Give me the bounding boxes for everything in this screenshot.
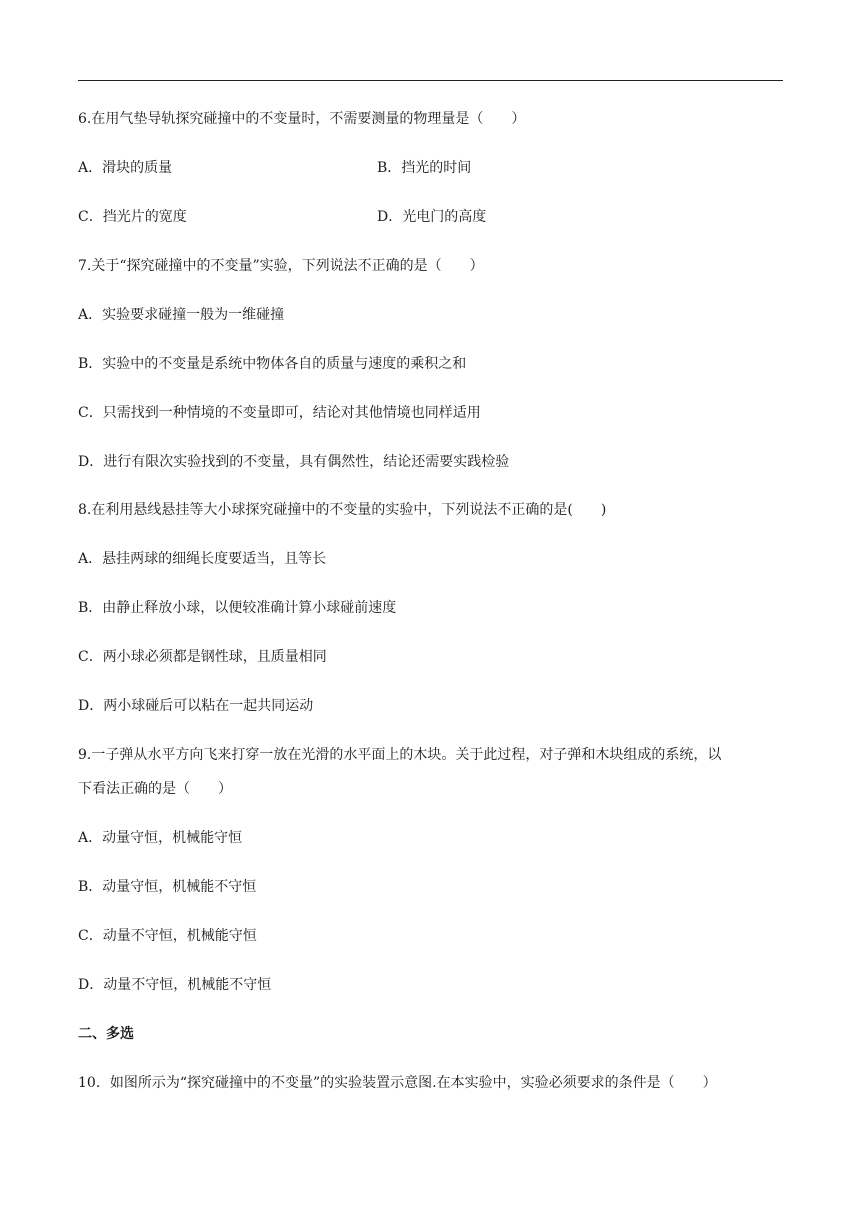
question-9-option-b: B．动量守恒，机械能不守恒 — [78, 879, 257, 895]
question-9-stem-line-2: 下看法正确的是（ ） — [78, 781, 232, 797]
question-7-option-a: A．实验要求碰撞一般为一维碰撞 — [78, 307, 285, 323]
question-9-option-c: C．动量不守恒，机械能守恒 — [78, 928, 257, 944]
question-7-stem: 7.关于“探究碰撞中的不变量”实验，下列说法不正确的是（ ） — [78, 258, 484, 274]
question-8-stem: 8.在利用悬线悬挂等大小球探究碰撞中的不变量的实验中，下列说法不正确的是( ) — [78, 502, 607, 518]
question-6-option-a: A．滑块的质量 — [78, 160, 173, 176]
question-7-option-b: B．实验中的不变量是系统中物体各自的质量与速度的乘积之和 — [78, 356, 467, 372]
question-9-option-a: A．动量守恒，机械能守恒 — [78, 830, 243, 846]
question-8-option-d: D．两小球碰后可以粘在一起共同运动 — [78, 698, 314, 714]
question-9-stem-line-1: 9.一子弹从水平方向飞来打穿一放在光滑的水平面上的木块。关于此过程，对子弹和木块组成的系统，以 — [78, 747, 722, 763]
header-rule — [78, 80, 783, 81]
question-6-option-b: B．挡光的时间 — [377, 160, 472, 176]
question-10-stem: 10．如图所示为“探究碰撞中的不变量”的实验装置示意图.在本实验中，实验必须要求的条件是（ ） — [78, 1075, 717, 1091]
question-6-option-c: C．挡光片的宽度 — [78, 209, 187, 225]
question-6-option-d: D．光电门的高度 — [377, 209, 487, 225]
question-8-option-a: A．悬挂两球的细绳长度要适当，且等长 — [78, 551, 327, 567]
question-7-option-d: D．进行有限次实验找到的不变量，具有偶然性，结论还需要实践检验 — [78, 454, 510, 470]
question-7-option-c: C．只需找到一种情境的不变量即可，结论对其他情境也同样适用 — [78, 405, 481, 421]
question-8-option-b: B．由静止释放小球，以便较准确计算小球碰前速度 — [78, 600, 397, 616]
section-title-multiple-choice: 二、多选 — [78, 1026, 134, 1042]
question-9-option-d: D．动量不守恒，机械能不守恒 — [78, 977, 272, 993]
question-8-option-c: C．两小球必须都是钢性球，且质量相同 — [78, 649, 327, 665]
question-6-stem: 6.在用气垫导轨探究碰撞中的不变量时，不需要测量的物理量是（ ） — [78, 111, 526, 127]
